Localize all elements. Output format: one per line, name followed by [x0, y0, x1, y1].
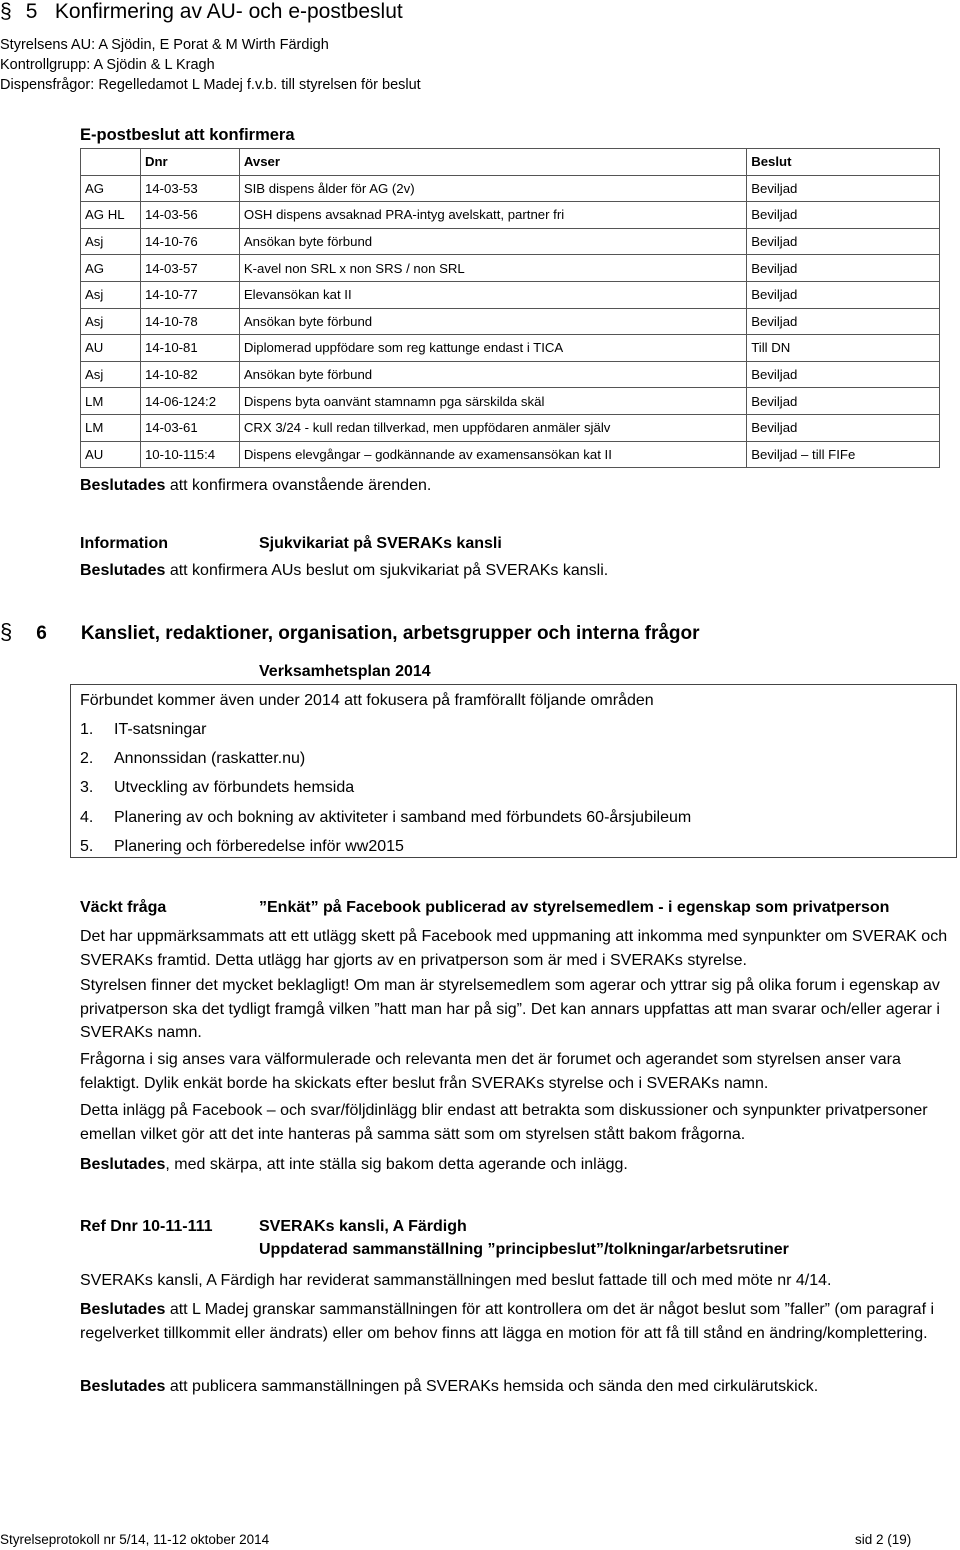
table-row	[81, 175, 940, 202]
footer-page-number: sid 2 (19)	[855, 1532, 912, 1547]
email-decisions-table	[80, 148, 940, 468]
table-row	[81, 308, 940, 335]
list-number: 1.	[80, 721, 94, 738]
decision-keyword: Beslutades	[80, 1301, 166, 1318]
question-paragraph: Detta inlägg på Facebook – och svar/följdinlägg blir endast att betrakta som diskussioner och synpunkter privatpersoner emellan vilket gör att det inte hanteras på samma sätt som om styrelsen stått bakom frågorna.	[80, 1102, 928, 1143]
table-cell: Beviljad	[747, 388, 940, 415]
table-cell: Ansökan byte förbund	[239, 308, 746, 335]
table-cell: 14-10-76	[140, 228, 239, 255]
question-title: ”Enkät” på Facebook publicerad av styrelsemedlem - i egenskap som privatperson	[259, 899, 890, 916]
table-cell: 14-03-53	[140, 175, 239, 202]
table-cell: Asj	[81, 361, 141, 388]
decision-keyword: Beslutades	[80, 1156, 166, 1173]
ref-decision-publish	[80, 1375, 950, 1399]
table-cell: CRX 3/24 - kull redan tillverkad, men uppfödaren anmäler själv	[239, 414, 746, 441]
ref-title-1: SVERAKs kansli, A Färdigh	[259, 1218, 467, 1235]
ref-decision-review	[80, 1298, 950, 1345]
dispensation-questions: Dispensfrågor: Regelledamot L Madej f.v.b. till styrelsen för beslut	[0, 77, 421, 93]
decision-keyword: Beslutades	[80, 477, 166, 494]
table-cell: Diplomerad uppfödare som reg kattunge endast i TICA	[239, 335, 746, 362]
table-cell: AG HL	[81, 202, 141, 229]
table-cell: AU	[81, 441, 141, 468]
header-cell: Beslut	[747, 149, 940, 176]
table-cell: Beviljad	[747, 361, 940, 388]
table-cell: Beviljad	[747, 281, 940, 308]
list-text: Utveckling av förbundets hemsida	[114, 779, 355, 796]
footer-protocol: Styrelseprotokoll nr 5/14, 11-12 oktober 2014	[0, 1532, 270, 1547]
question-label: Väckt fråga	[80, 899, 167, 916]
table-row	[81, 335, 940, 362]
table-cell: Beviljad	[747, 308, 940, 335]
decision-keyword: Beslutades	[80, 562, 166, 579]
decision-text: , med skärpa, att inte ställa sig bakom detta agerande och inlägg.	[165, 1156, 628, 1173]
list-item	[80, 838, 404, 856]
table-cell: Dispens byta oanvänt stamnamn pga särskilda skäl	[239, 388, 746, 415]
table-cell: 14-03-57	[140, 255, 239, 282]
table-cell: OSH dispens avsaknad PRA-intyg avelskatt, partner fri	[239, 202, 746, 229]
table-cell: Beviljad	[747, 202, 940, 229]
table-row	[81, 255, 940, 282]
question-decision	[80, 1153, 950, 1177]
table-row	[81, 414, 940, 441]
list-item	[80, 750, 305, 768]
table-cell: Ansökan byte förbund	[239, 361, 746, 388]
table-cell: Till DN	[747, 335, 940, 362]
decision-confirm	[80, 477, 431, 495]
section-6-heading	[0, 619, 700, 645]
list-text: Planering och förberedelse inför ww2015	[114, 838, 404, 855]
list-number: 3.	[80, 779, 94, 796]
table-cell: AG	[81, 255, 141, 282]
table-row	[81, 281, 940, 308]
table-cell: Beviljad	[747, 414, 940, 441]
plan-intro: Förbundet kommer även under 2014 att fokusera på framförallt följande områden	[80, 692, 654, 709]
table-cell: Asj	[81, 281, 141, 308]
table-cell: 14-03-56	[140, 202, 239, 229]
table-cell: 14-10-77	[140, 281, 239, 308]
ref-label: Ref Dnr 10-11-111	[80, 1218, 213, 1235]
section-number: 6	[36, 623, 47, 644]
section-symbol: §	[0, 0, 12, 23]
list-item	[80, 721, 206, 739]
table-cell: AU	[81, 335, 141, 362]
table-row	[81, 361, 940, 388]
table-cell: 14-10-81	[140, 335, 239, 362]
table-cell: 14-10-78	[140, 308, 239, 335]
info-title: Sjukvikariat på SVERAKs kansli	[259, 535, 502, 552]
info-label: Information	[80, 535, 168, 552]
decision-text: att konfirmera AUs beslut om sjukvikariat på SVERAKs kansli.	[165, 562, 609, 579]
plan-box	[70, 684, 957, 858]
list-item	[80, 809, 691, 827]
section-symbol: §	[0, 619, 13, 644]
table-cell: LM	[81, 414, 141, 441]
question-paragraph: Frågorna i sig anses vara välformulerade och relevanta men det är forumet och agerandet som styrelsen anser vara felaktigt. Dylik enkät borde ha skickats efter beslut från SVERAKs styrelse och i SVERAKs namn.	[80, 1051, 901, 1092]
decision-text: att L Madej granskar sammanställningen för att kontrollera om det är något beslut som ”faller” (om paragraf i regelverket tillkommit eller ändrats) eller om behov finns att lägga en motion för att få till stånd en ändring/komplettering.	[80, 1301, 935, 1342]
table-cell: 14-03-61	[140, 414, 239, 441]
decision-text: att konfirmera ovanstående ärenden.	[165, 477, 432, 494]
table-row	[81, 202, 940, 229]
table-cell: Beviljad	[747, 255, 940, 282]
header-cell	[81, 149, 141, 176]
table-row	[81, 228, 940, 255]
decision-text: att publicera sammanställningen på SVERAKs hemsida och sända den med cirkulärutskick.	[165, 1378, 819, 1395]
header-cell: Avser	[239, 149, 746, 176]
table-cell: LM	[81, 388, 141, 415]
list-item	[80, 779, 354, 797]
table-cell: Beviljad	[747, 175, 940, 202]
question-paragraph: Det har uppmärksammats att ett utlägg skett på Facebook med uppmaning att inkomma med synpunkter om SVERAK och SVERAKs framtid. Detta utlägg har gjorts av en privatperson som är med i SVERAKs styrelse.	[80, 928, 948, 969]
header-cell: Dnr	[140, 149, 239, 176]
list-number: 2.	[80, 750, 94, 767]
au-members: Styrelsens AU: A Sjödin, E Porat & M Wirth Färdigh	[0, 37, 329, 53]
table-cell: Beviljad	[747, 228, 940, 255]
table-cell: Dispens elevgångar – godkännande av examensansökan kat II	[239, 441, 746, 468]
ref-paragraph: SVERAKs kansli, A Färdigh har reviderat sammanställningen med beslut fattade till och med möte nr 4/14.	[80, 1272, 832, 1289]
list-number: 5.	[80, 838, 94, 855]
table-cell: SIB dispens ålder för AG (2v)	[239, 175, 746, 202]
question-paragraph: Styrelsen finner det mycket beklagligt! Om man är styrelsemedlem som agerar och yttrar sig på olika forum i egenskap av privatperson ska det tydligt framgå vilken ”hatt man har på sig”. Det kan annars uppfattas att man svarar och/eller agerar i SVERAKs namn.	[80, 977, 940, 1041]
table-cell: K-avel non SRL x non SRS / non SRL	[239, 255, 746, 282]
subheading-email-decisions: E-postbeslut att konfirmera	[80, 126, 295, 144]
ref-title-2: Uppdaterad sammanställning ”principbeslut”/tolkningar/arbetsrutiner	[259, 1241, 789, 1258]
table-header-row	[81, 149, 940, 176]
section-title: Kansliet, redaktioner, organisation, arbetsgrupper och interna frågor	[80, 623, 700, 644]
decision-sick-leave	[80, 562, 608, 580]
list-number: 4.	[80, 809, 94, 826]
table-cell: AG	[81, 175, 141, 202]
table-cell: 14-10-82	[140, 361, 239, 388]
section-title: Konfirmering av AU- och e-postbeslut	[54, 0, 403, 23]
table-cell: Beviljad – till FIFe	[747, 441, 940, 468]
list-text: IT-satsningar	[114, 721, 207, 738]
list-text: Planering av och bokning av aktiviteter i samband med förbundets 60-årsjubileum	[114, 809, 692, 826]
control-group: Kontrollgrupp: A Sjödin & L Kragh	[0, 57, 215, 73]
table-row	[81, 441, 940, 468]
table-cell: Asj	[81, 228, 141, 255]
table-cell: Ansökan byte förbund	[239, 228, 746, 255]
section-5-heading	[0, 0, 403, 24]
table-row	[81, 388, 940, 415]
list-text: Annonssidan (raskatter.nu)	[114, 750, 306, 767]
plan-title: Verksamhetsplan 2014	[259, 663, 431, 680]
table-cell: Asj	[81, 308, 141, 335]
table-cell: Elevansökan kat II	[239, 281, 746, 308]
table-cell: 14-06-124:2	[140, 388, 239, 415]
table-cell: 10-10-115:4	[140, 441, 239, 468]
decision-keyword: Beslutades	[80, 1378, 166, 1395]
section-number: 5	[25, 0, 38, 23]
